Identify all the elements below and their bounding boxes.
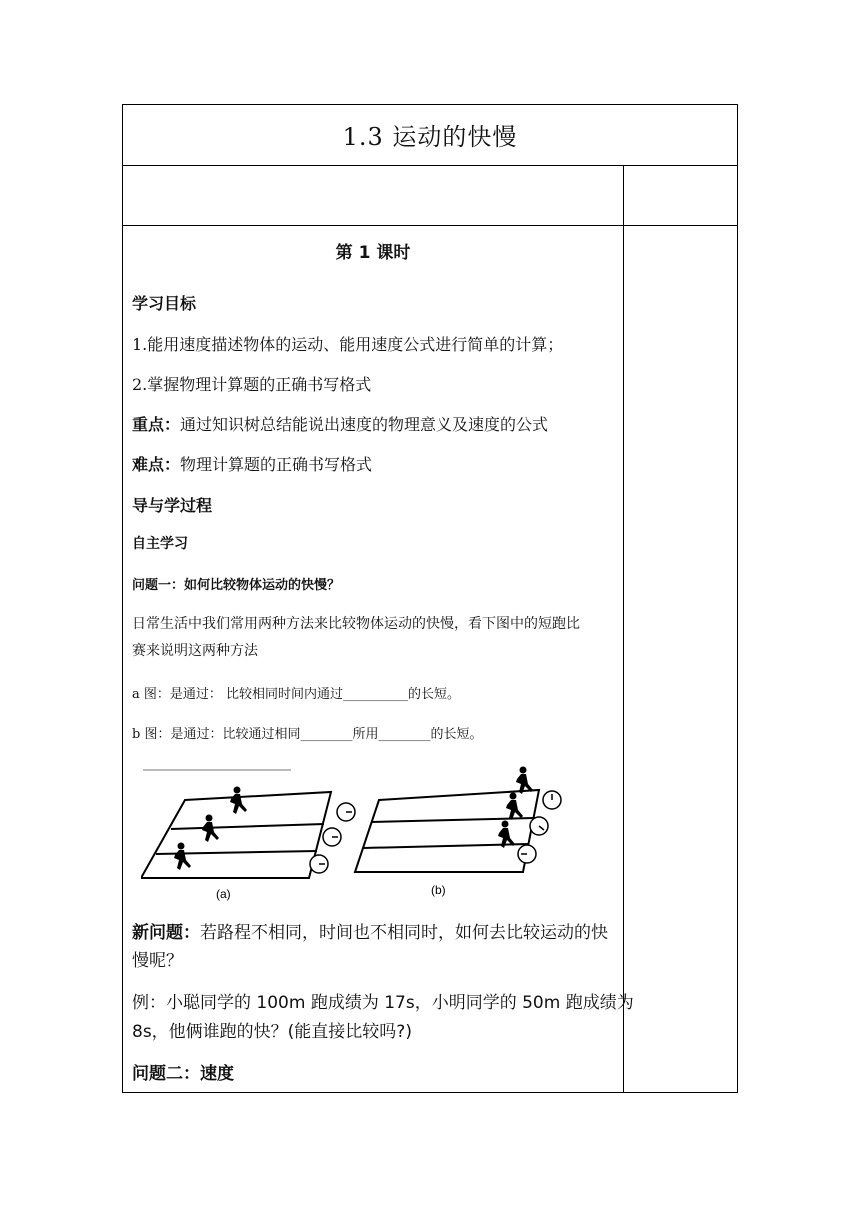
clock-icon (323, 828, 341, 846)
fill-blank-b: b 图：是通过：比较通过相同________所用________的长短。 (132, 727, 483, 742)
intro-line-1: 日常生活中我们常用两种方法来比较物体运动的快慢，看下图中的短跑比 (132, 616, 580, 632)
runner-icon (230, 787, 247, 815)
page-title: 1.3 运动的快慢 (342, 123, 518, 151)
key-text: 通过知识树总结能说出速度的物理意义及速度的公式 (180, 415, 549, 434)
race-figure (141, 764, 581, 914)
question-2: 问题二：速度 (132, 1064, 234, 1084)
intro-line-2: 赛来说明这两种方法 (132, 643, 258, 659)
runner-icon (516, 767, 533, 795)
figure-a-label: (a) (216, 887, 231, 901)
difficult-label: 难点： (132, 455, 181, 474)
example-line-2: 8s，他俩谁跑的快？(能直接比较吗?) (132, 1022, 412, 1042)
column-divider (623, 165, 624, 1092)
fill-blank-a: a 图：是通过： 比较相同时间内通过__________的长短。 (132, 687, 461, 702)
lesson-table (122, 104, 738, 1093)
clocks-a (310, 803, 355, 873)
self-study-heading: 自主学习 (132, 536, 188, 552)
figure-b-label: (b) (431, 883, 446, 897)
lesson-heading: 第 1 课时 (335, 243, 411, 263)
example-line-1: 例：小聪同学的 100m 跑成绩为 17s，小明同学的 50m 跑成绩为 (132, 993, 634, 1013)
title-row (123, 105, 737, 166)
blank-row (123, 165, 737, 226)
content-cell (123, 226, 634, 1092)
new-question-text: 若路程不相同，时间也不相同时，如何去比较运动的快 (200, 923, 608, 943)
runner-icon (174, 843, 191, 871)
clocks-b (518, 791, 561, 863)
runner-icon (506, 793, 523, 821)
question-1: 问题一：如何比较物体运动的快慢？ (132, 578, 341, 593)
key-point (132, 412, 548, 435)
clock-icon (530, 817, 548, 835)
new-question-label: 新问题： (132, 923, 200, 943)
objective-2: 2.掌握物理计算题的正确书写格式 (132, 375, 372, 394)
clock-icon (543, 791, 561, 809)
clock-icon (518, 845, 536, 863)
new-question-line-2: 慢呢？ (132, 951, 183, 971)
objective-1: 1.能用速度描述物体的运动、能用速度公式进行简单的计算； (132, 335, 564, 354)
new-question-line-1 (132, 918, 608, 943)
process-heading: 导与学过程 (132, 496, 213, 515)
objectives-heading: 学习目标 (132, 294, 197, 313)
difficult-point (132, 452, 372, 475)
key-label: 重点： (132, 415, 181, 434)
runners-b (498, 767, 533, 849)
difficult-text: 物理计算题的正确书写格式 (180, 455, 373, 474)
clock-icon (337, 803, 355, 821)
clock-icon (310, 855, 328, 873)
